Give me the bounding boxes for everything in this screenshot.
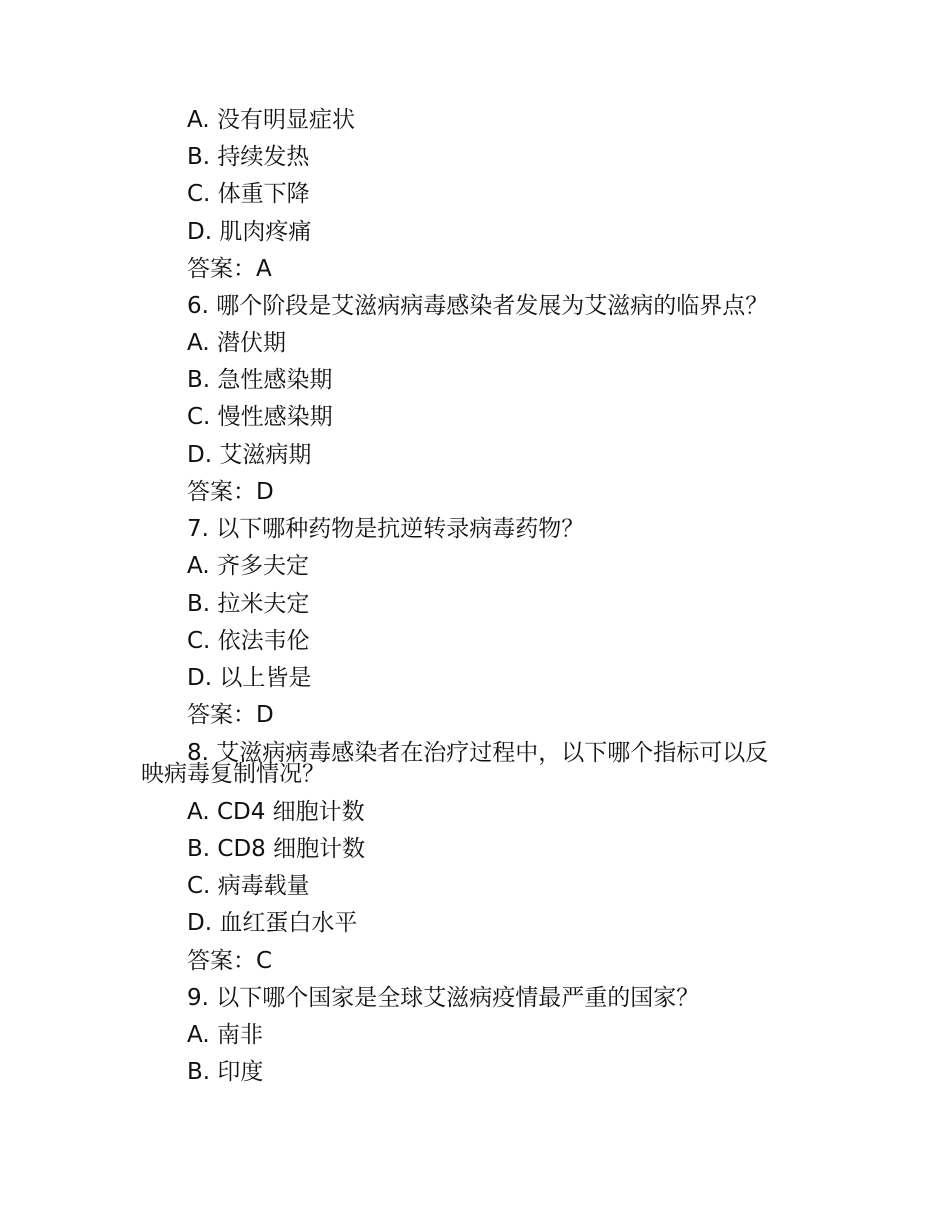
option-line: A. 潜伏期 xyxy=(187,330,286,356)
option-line: D. 艾滋病期 xyxy=(187,442,312,468)
option-line: D. 肌肉疼痛 xyxy=(187,219,312,245)
question-line: 6. 哪个阶段是艾滋病病毒感染者发展为艾滋病的临界点？ xyxy=(187,293,769,319)
option-line: B. 拉米夫定 xyxy=(187,591,310,617)
option-line: C. 病毒载量 xyxy=(187,873,310,899)
option-line: D. 以上皆是 xyxy=(187,665,312,691)
option-line: A. 南非 xyxy=(187,1022,263,1048)
answer-line: 答案：A xyxy=(187,256,272,282)
option-line: B. 急性感染期 xyxy=(187,367,333,393)
option-line: A. CD4 细胞计数 xyxy=(187,799,365,825)
option-line: B. 印度 xyxy=(187,1059,264,1085)
option-line: C. 慢性感染期 xyxy=(187,404,333,430)
option-line: B. CD8 细胞计数 xyxy=(187,836,366,862)
answer-line: 答案：C xyxy=(187,948,273,974)
question-line: 8. 艾滋病病毒感染者在治疗过程中，以下哪个指标可以反 xyxy=(187,740,769,766)
option-line: D. 血红蛋白水平 xyxy=(187,910,358,936)
question-line: 7. 以下哪种药物是抗逆转录病毒药物？ xyxy=(187,516,585,542)
option-line: B. 持续发热 xyxy=(187,144,310,170)
option-line: A. 没有明显症状 xyxy=(187,107,355,133)
option-line: A. 齐多夫定 xyxy=(187,553,309,579)
question-line: 9. 以下哪个国家是全球艾滋病疫情最严重的国家？ xyxy=(187,985,700,1011)
option-line: C. 依法韦伦 xyxy=(187,628,310,654)
option-line: C. 体重下降 xyxy=(187,181,310,207)
answer-line: 答案：D xyxy=(187,479,274,505)
question-line-continued: 映病毒复制情况？ xyxy=(141,761,325,787)
answer-line: 答案：D xyxy=(187,702,274,728)
